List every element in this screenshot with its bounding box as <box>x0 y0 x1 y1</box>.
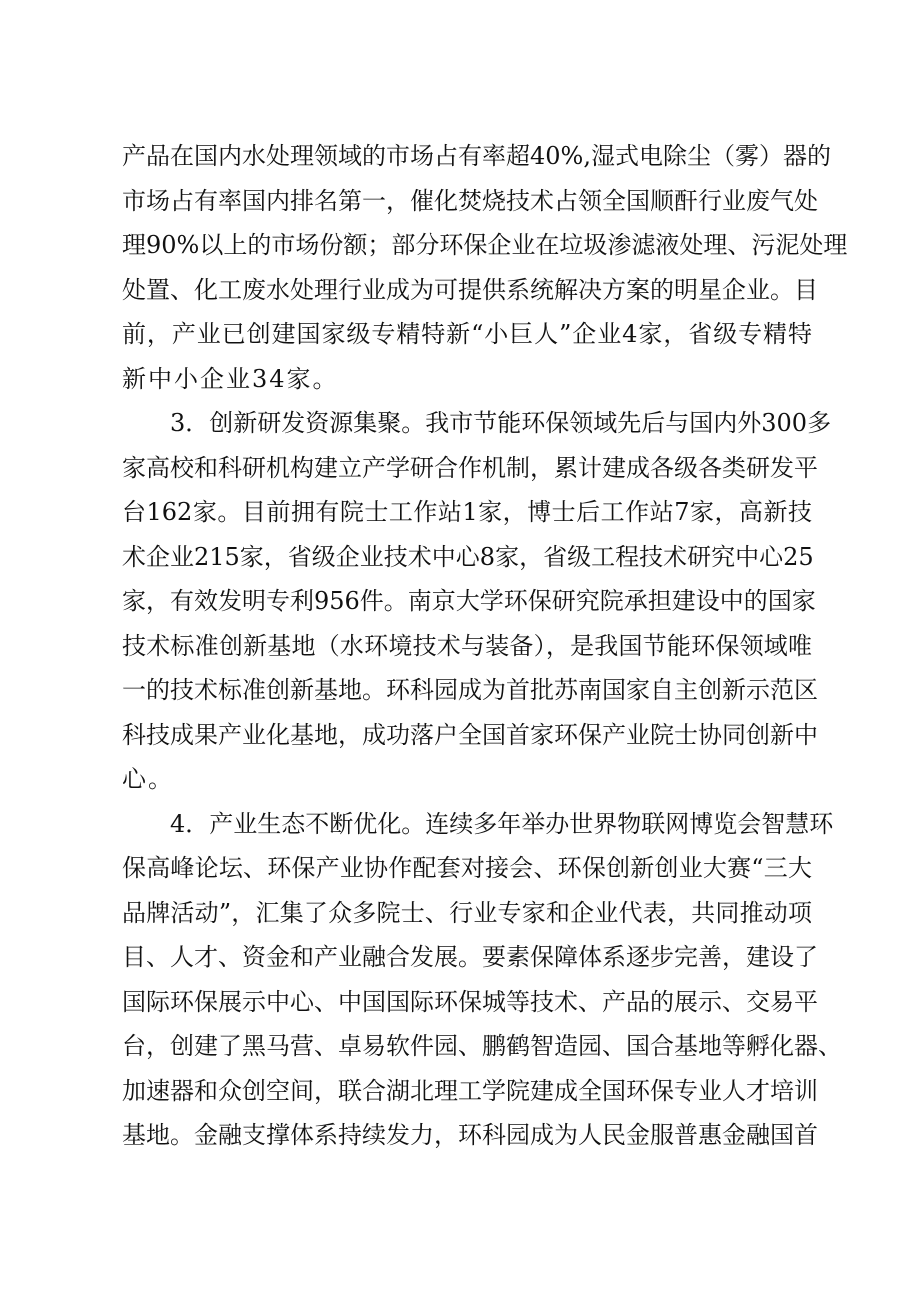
paragraph-3-line-1: 4．产业生态不断优化。连续多年举办世界物联网博览会智慧环 <box>170 809 834 838</box>
paragraph-2-line-6: 技术标准创新基地（水环境技术与装备），是我国节能环保领域唯 <box>122 631 812 660</box>
paragraph-1-line-3: 理90%以上的市场份额；部分环保企业在垃圾渗滤液处理、污泥处理 <box>122 231 848 259</box>
paragraph-2-line-5: 家，有效发明专利956件。南京大学环保研究院承担建设中的国家 <box>122 587 816 615</box>
paragraph-2-line-1: 3．创新研发资源集聚。我市节能环保领域先后与国内外300多 <box>170 409 832 437</box>
paragraph-2-line-7: 一的技术标准创新基地。环科园成为首批苏南国家自主创新示范区 <box>122 676 818 704</box>
paragraph-2-line-9: 心。 <box>122 765 174 793</box>
paragraph-2-line-8: 科技成果产业化基地，成功落户全国首家环保产业院士协同创新中 <box>122 720 818 749</box>
paragraph-2-line-2: 家高校和科研机构建立产学研合作机制，累计建成各级各类研发平 <box>122 453 818 482</box>
paragraph-1-line-1: 产品在国内水处理领域的市场占有率超40%,湿式电除尘（雾）器的 <box>122 142 831 170</box>
paragraph-3-line-5: 国际环保展示中心、中国国际环保城等技术、产品的展示、交易平 <box>122 987 818 1016</box>
document-body <box>122 134 848 1158</box>
paragraph-3-line-2: 保高峰论坛、环保产业协作配套对接会、环保创新创业大赛“三大 <box>122 854 812 882</box>
paragraph-1-line-2: 市场占有率国内排名第一，催化焚烧技术占领全国顺酐行业废气处 <box>122 186 818 215</box>
paragraph-1-line-5: 前，产业已创建国家级专精特新“小巨人”企业4家，省级专精特 <box>122 320 812 348</box>
paragraph-3-line-3: 品牌活动”，汇集了众多院士、行业专家和企业代表，共同推动项 <box>122 898 812 927</box>
paragraph-3-line-4: 目、人才、资金和产业融合发展。要素保障体系逐步完善，建设了 <box>122 943 818 971</box>
paragraph-1-line-6: 新中小企业34家。 <box>122 364 339 393</box>
paragraph-2-line-3: 台162家。目前拥有院士工作站1家，博士后工作站7家，高新技 <box>122 498 812 526</box>
paragraph-1-line-4: 处置、化工废水处理行业成为可提供系统解决方案的明星企业。目 <box>122 275 818 304</box>
paragraph-3-line-6: 台，创建了黑马营、卓易软件园、鹏鹤智造园、国合基地等孵化器、 <box>122 1032 842 1060</box>
paragraph-2-line-4: 术企业215家，省级企业技术中心8家，省级工程技术研究中心25 <box>122 542 814 571</box>
paragraph-3-line-8: 基地。金融支撑体系持续发力，环科园成为人民金服普惠金融国首 <box>122 1121 818 1149</box>
paragraph-3-line-7: 加速器和众创空间，联合湖北理工学院建成全国环保专业人才培训 <box>122 1076 818 1105</box>
